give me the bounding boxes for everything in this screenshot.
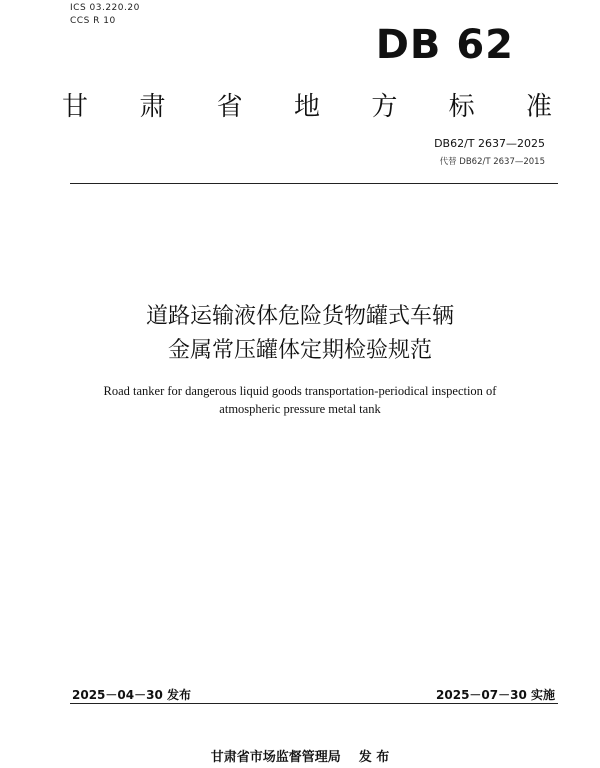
issuer-name: 甘肃省市场监督管理局 [210,750,341,765]
top-divider [70,183,558,184]
db-logo: DB 62 [375,22,514,68]
province-char: 肃 [139,92,166,122]
implement-date: 2025－07－30 实施 [436,688,555,702]
ics-code: ICS 03.220.20 [70,3,140,13]
issuer-line [0,746,600,765]
title-cn-line2: 金属常压罐体定期检验规范 [167,338,432,363]
standard-code: DB62/T 2637—2025 [434,137,545,150]
issue-date: 2025－04－30 发布 [72,688,191,702]
province-char: 准 [525,92,552,122]
province-standard-title [62,86,552,123]
title-en-line1: Road tanker for dangerous liquid goods transportation-periodical inspection of [103,384,497,398]
province-char: 甘 [62,92,89,122]
province-char: 地 [293,92,320,122]
replaces-code: 代替 DB62/T 2637—2015 [439,157,545,167]
title-cn-line1: 道路运输液体危险货物罐式车辆 [145,304,454,329]
classification-codes [70,2,140,28]
province-char: 省 [216,92,243,122]
ccs-code: CCS R 10 [70,16,116,26]
province-char: 方 [371,92,398,122]
province-char: 标 [448,92,475,122]
issue-word: 发 布 [358,750,390,765]
bottom-divider [70,703,558,704]
title-en-line2: atmospheric pressure metal tank [219,402,381,416]
